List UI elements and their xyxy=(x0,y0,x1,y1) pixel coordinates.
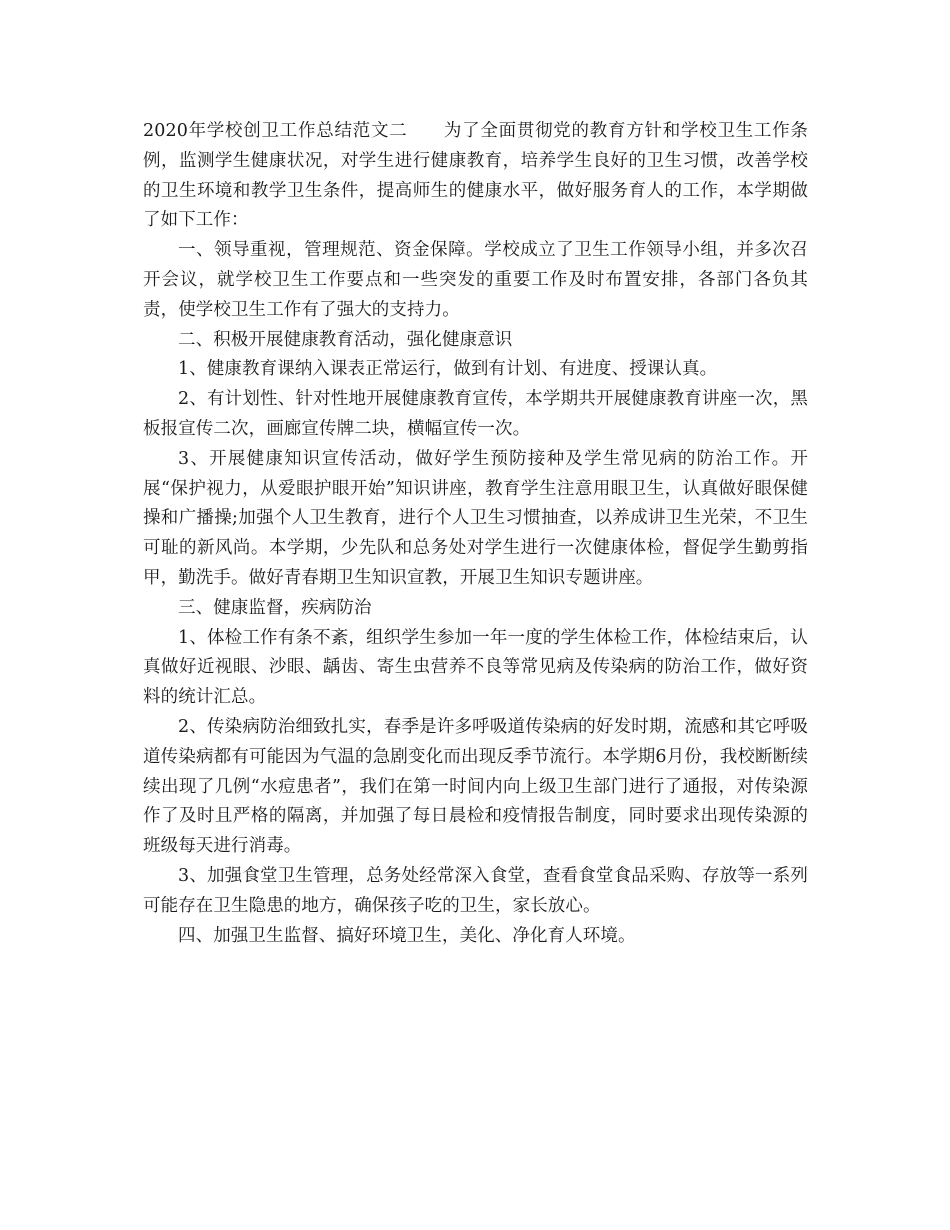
document-paragraph-3-1: 1、体检工作有条不紊，组织学生参加一年一度的学生体检工作，体检结束后，认真做好近视眼、沙眼、龋齿、寄生虫营养不良等常见病及传染病的防治工作，做好资料的统计汇总。 xyxy=(143,627,808,708)
document-paragraph-2-1: 1、健康教育课纳入课表正常运行，做到有计划、有进度、授课认真。 xyxy=(178,359,718,380)
document-paragraph-2-3: 3、开展健康知识宣传活动，做好学生预防接种及学生常见病的防治工作。开展“保护视力，从爱眼护眼开始”知识讲座，教育学生注意用眼卫生，认真做好眼保健操和广播操;加强个人卫生教育，进行个人卫生习惯抽查，以养成讲卫生光荣，不卫生可耻的新风尚。本学期，少先队和总务处对学生进行一次健康体检，督促学生勤剪指甲，勤洗手。做好青春期卫生知识宣教，开展卫生知识专题讲座。 xyxy=(143,448,808,588)
document-paragraph-intro: 2020年学校创卫工作总结范文二 为了全面贯彻党的教育方针和学校卫生工作条例，监测学生健康状况，对学生进行健康教育，培养学生良好的卫生习惯，改善学校的卫生环境和教学卫生条件，提高师生的健康水平，做好服务育人的工作，本学期做了如下工作： xyxy=(143,121,808,231)
document-heading-section-3: 三、健康监督，疾病防治 xyxy=(178,597,372,618)
document-paragraph-section-1: 一、领导重视，管理规范、资金保障。学校成立了卫生工作领导小组，并多次召开会议，就学校卫生工作要点和一些突发的重要工作及时布置安排，各部门各负其责，使学校卫生工作有了强大的支持力。 xyxy=(143,240,808,320)
document-body xyxy=(143,117,808,951)
document-paragraph-2-2: 2、有计划性、针对性地开展健康教育宣传，本学期共开展健康教育讲座一次，黑板报宣传二次，画廊宣传牌二块，横幅宣传一次。 xyxy=(143,389,808,439)
document-heading-section-2: 二、积极开展健康教育活动，强化健康意识 xyxy=(178,329,513,350)
document-heading-section-4: 四、加强卫生监督、搞好环境卫生，美化、净化育人环境。 xyxy=(178,925,636,946)
document-paragraph-3-3: 3、加强食堂卫生管理，总务处经常深入食堂，查看食堂食品采购、存放等一系列可能存在卫生隐患的地方，确保孩子吃的卫生，家长放心。 xyxy=(143,865,808,916)
document-paragraph-3-2: 2、传染病防治细致扎实，春季是许多呼吸道传染病的好发时期，流感和其它呼吸道传染病都有可能因为气温的急剧变化而出现反季节流行。本学期6月份，我校断断续续出现了几例“水痘患者”，我们在第一时间内向上级卫生部门进行了通报，对传染源作了及时且严格的隔离，并加强了每日晨检和疫情报告制度，同时要求出现传染源的班级每天进行消毒。 xyxy=(143,716,808,857)
